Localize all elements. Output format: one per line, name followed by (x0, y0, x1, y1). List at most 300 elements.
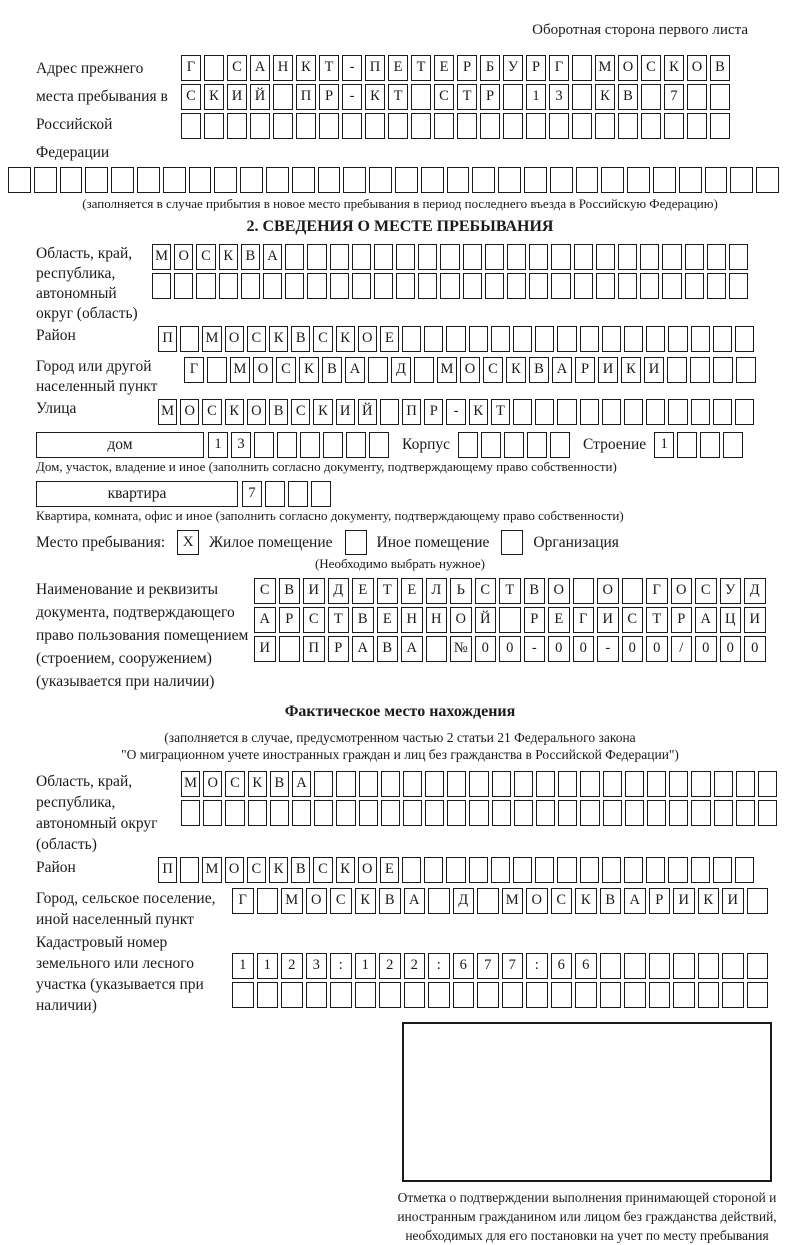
form-cell[interactable] (624, 399, 643, 425)
form-cell[interactable] (625, 771, 644, 797)
form-cell[interactable]: Р (328, 636, 350, 662)
form-cell[interactable] (411, 84, 431, 110)
form-cell[interactable]: С (330, 888, 352, 914)
form-cell[interactable] (580, 771, 599, 797)
form-cell[interactable]: К (296, 55, 316, 81)
form-cell[interactable]: Е (352, 578, 374, 604)
form-cell[interactable]: 2 (404, 953, 426, 979)
form-cell[interactable] (447, 771, 466, 797)
form-cell[interactable] (722, 953, 744, 979)
form-cell[interactable] (601, 167, 624, 193)
form-cell[interactable]: О (174, 244, 193, 270)
form-cell[interactable]: Р (319, 84, 339, 110)
form-cell[interactable] (713, 399, 732, 425)
form-cell[interactable] (281, 982, 303, 1008)
form-cell[interactable] (254, 432, 274, 458)
form-cell[interactable] (492, 800, 511, 826)
form-cell[interactable] (352, 244, 371, 270)
form-cell[interactable] (558, 771, 577, 797)
form-cell[interactable]: 0 (622, 636, 644, 662)
form-cell[interactable] (189, 167, 212, 193)
form-cell[interactable] (374, 244, 393, 270)
form-cell[interactable]: Р (649, 888, 671, 914)
form-cell[interactable] (698, 982, 720, 1008)
form-cell[interactable] (330, 273, 349, 299)
form-cell[interactable] (424, 326, 443, 352)
form-cell[interactable]: Е (388, 55, 408, 81)
form-cell[interactable] (624, 857, 643, 883)
form-cell[interactable]: М (595, 55, 615, 81)
form-cell[interactable] (485, 273, 504, 299)
form-cell[interactable] (323, 432, 343, 458)
form-cell[interactable] (425, 771, 444, 797)
form-cell[interactable]: А (624, 888, 646, 914)
form-cell[interactable]: Р (524, 607, 546, 633)
form-cell[interactable] (572, 113, 592, 139)
form-cell[interactable] (402, 857, 421, 883)
form-cell[interactable] (691, 857, 710, 883)
form-cell[interactable]: 3 (306, 953, 328, 979)
form-cell[interactable] (640, 244, 659, 270)
form-cell[interactable] (700, 432, 720, 458)
form-cell[interactable]: Т (328, 607, 350, 633)
form-cell[interactable] (181, 113, 201, 139)
form-cell[interactable]: В (291, 326, 310, 352)
form-cell[interactable] (374, 273, 393, 299)
form-cell[interactable] (507, 244, 526, 270)
form-cell[interactable] (640, 273, 659, 299)
form-cell[interactable] (600, 953, 622, 979)
form-cell[interactable] (365, 113, 385, 139)
form-cell[interactable] (434, 113, 454, 139)
form-cell[interactable]: Г (549, 55, 569, 81)
form-cell[interactable] (273, 113, 293, 139)
form-cell[interactable]: Л (426, 578, 448, 604)
form-cell[interactable]: № (450, 636, 472, 662)
form-cell[interactable] (248, 800, 267, 826)
form-cell[interactable]: С (622, 607, 644, 633)
form-cell[interactable]: К (365, 84, 385, 110)
form-cell[interactable] (137, 167, 160, 193)
form-cell[interactable] (551, 982, 573, 1008)
form-cell[interactable] (618, 273, 637, 299)
form-cell[interactable] (679, 167, 702, 193)
form-cell[interactable] (499, 607, 521, 633)
form-cell[interactable] (595, 113, 615, 139)
form-cell[interactable]: О (180, 399, 199, 425)
form-cell[interactable]: С (247, 857, 266, 883)
form-cell[interactable]: Р (279, 607, 301, 633)
form-cell[interactable] (557, 857, 576, 883)
form-cell[interactable]: И (227, 84, 247, 110)
form-cell[interactable]: К (299, 357, 319, 383)
form-cell[interactable]: Е (434, 55, 454, 81)
form-cell[interactable]: Ц (720, 607, 742, 633)
form-cell[interactable]: - (597, 636, 619, 662)
form-cell[interactable] (396, 273, 415, 299)
form-cell[interactable] (469, 326, 488, 352)
form-cell[interactable]: П (296, 84, 316, 110)
form-cell[interactable]: Й (250, 84, 270, 110)
form-cell[interactable] (580, 800, 599, 826)
form-cell[interactable] (469, 771, 488, 797)
form-cell[interactable] (707, 273, 726, 299)
form-cell[interactable] (330, 244, 349, 270)
form-cell[interactable]: И (303, 578, 325, 604)
form-cell[interactable] (85, 167, 108, 193)
form-cell[interactable] (369, 167, 392, 193)
form-cell[interactable]: М (202, 326, 221, 352)
form-cell[interactable] (687, 84, 707, 110)
form-cell[interactable] (396, 244, 415, 270)
form-cell[interactable] (174, 273, 193, 299)
form-cell[interactable] (618, 113, 638, 139)
form-cell[interactable]: 0 (646, 636, 668, 662)
form-cell[interactable] (463, 244, 482, 270)
form-cell[interactable] (458, 432, 478, 458)
form-cell[interactable] (524, 167, 547, 193)
form-cell[interactable]: А (250, 55, 270, 81)
form-cell[interactable] (414, 357, 434, 383)
form-cell[interactable]: А (552, 357, 572, 383)
form-cell[interactable] (314, 771, 333, 797)
form-cell[interactable] (203, 800, 222, 826)
form-cell[interactable] (596, 244, 615, 270)
form-cell[interactable] (491, 326, 510, 352)
form-cell[interactable]: К (336, 326, 355, 352)
form-cell[interactable]: В (279, 578, 301, 604)
form-cell[interactable]: Н (273, 55, 293, 81)
form-cell[interactable] (369, 432, 389, 458)
form-cell[interactable] (736, 357, 756, 383)
form-cell[interactable] (343, 167, 366, 193)
form-cell[interactable]: В (710, 55, 730, 81)
form-cell[interactable] (618, 244, 637, 270)
form-cell[interactable] (447, 800, 466, 826)
form-cell[interactable] (698, 953, 720, 979)
form-cell[interactable] (181, 800, 200, 826)
form-cell[interactable] (624, 982, 646, 1008)
form-cell[interactable]: А (292, 771, 311, 797)
form-cell[interactable]: В (352, 607, 374, 633)
form-cell[interactable] (736, 800, 755, 826)
form-cell[interactable] (758, 800, 777, 826)
form-cell[interactable]: И (744, 607, 766, 633)
form-cell[interactable] (691, 326, 710, 352)
form-cell[interactable]: 1 (654, 432, 674, 458)
form-cell[interactable] (469, 800, 488, 826)
form-cell[interactable] (440, 273, 459, 299)
form-cell[interactable] (318, 167, 341, 193)
form-cell[interactable] (502, 982, 524, 1008)
form-cell[interactable] (600, 982, 622, 1008)
form-cell[interactable]: В (270, 771, 289, 797)
form-cell[interactable]: 0 (548, 636, 570, 662)
form-cell[interactable] (572, 55, 592, 81)
form-cell[interactable] (668, 399, 687, 425)
form-cell[interactable]: Н (401, 607, 423, 633)
form-cell[interactable] (729, 273, 748, 299)
checkbox-residential[interactable]: X (177, 530, 199, 555)
form-cell[interactable] (270, 800, 289, 826)
form-cell[interactable]: В (379, 888, 401, 914)
form-cell[interactable] (273, 84, 293, 110)
form-cell[interactable]: Е (380, 857, 399, 883)
form-cell[interactable]: 1 (355, 953, 377, 979)
form-cell[interactable]: - (446, 399, 465, 425)
form-cell[interactable] (707, 244, 726, 270)
form-cell[interactable] (646, 857, 665, 883)
form-cell[interactable]: М (230, 357, 250, 383)
form-cell[interactable] (498, 167, 521, 193)
form-cell[interactable] (225, 800, 244, 826)
form-cell[interactable]: А (401, 636, 423, 662)
form-cell[interactable] (653, 167, 676, 193)
form-cell[interactable] (8, 167, 31, 193)
form-cell[interactable] (352, 273, 371, 299)
form-cell[interactable] (424, 857, 443, 883)
form-cell[interactable] (729, 244, 748, 270)
form-cell[interactable]: С (247, 326, 266, 352)
form-cell[interactable]: Т (377, 578, 399, 604)
form-cell[interactable] (558, 800, 577, 826)
form-cell[interactable] (285, 273, 304, 299)
form-cell[interactable]: В (269, 399, 288, 425)
form-cell[interactable]: О (618, 55, 638, 81)
form-cell[interactable]: О (306, 888, 328, 914)
form-cell[interactable] (550, 167, 573, 193)
form-cell[interactable] (580, 326, 599, 352)
form-cell[interactable] (714, 800, 733, 826)
form-cell[interactable] (662, 244, 681, 270)
form-cell[interactable]: Т (646, 607, 668, 633)
form-cell[interactable] (514, 800, 533, 826)
form-cell[interactable] (266, 167, 289, 193)
form-cell[interactable]: С (254, 578, 276, 604)
form-cell[interactable] (314, 800, 333, 826)
form-cell[interactable] (747, 888, 769, 914)
form-cell[interactable]: И (254, 636, 276, 662)
form-cell[interactable] (646, 399, 665, 425)
form-cell[interactable] (573, 578, 595, 604)
form-cell[interactable]: А (695, 607, 717, 633)
form-cell[interactable] (735, 326, 754, 352)
form-cell[interactable]: А (263, 244, 282, 270)
form-cell[interactable]: 0 (744, 636, 766, 662)
form-cell[interactable]: 7 (502, 953, 524, 979)
form-cell[interactable] (641, 113, 661, 139)
form-cell[interactable]: Е (548, 607, 570, 633)
form-cell[interactable]: С (641, 55, 661, 81)
form-cell[interactable] (204, 55, 224, 81)
form-cell[interactable] (602, 399, 621, 425)
form-cell[interactable] (574, 273, 593, 299)
form-cell[interactable]: А (345, 357, 365, 383)
form-cell[interactable]: К (219, 244, 238, 270)
form-cell[interactable] (265, 481, 285, 507)
form-cell[interactable] (381, 771, 400, 797)
form-cell[interactable]: С (225, 771, 244, 797)
form-cell[interactable] (207, 357, 227, 383)
form-cell[interactable]: 1 (208, 432, 228, 458)
form-cell[interactable]: В (618, 84, 638, 110)
form-cell[interactable]: Г (184, 357, 204, 383)
form-cell[interactable]: Г (232, 888, 254, 914)
form-cell[interactable] (296, 113, 316, 139)
form-cell[interactable]: О (671, 578, 693, 604)
form-cell[interactable] (722, 982, 744, 1008)
form-cell[interactable] (440, 244, 459, 270)
form-cell[interactable] (575, 982, 597, 1008)
form-cell[interactable] (180, 326, 199, 352)
form-cell[interactable] (602, 326, 621, 352)
form-cell[interactable]: К (355, 888, 377, 914)
form-cell[interactable] (504, 432, 524, 458)
form-cell[interactable] (418, 273, 437, 299)
form-cell[interactable] (388, 113, 408, 139)
form-cell[interactable] (673, 953, 695, 979)
form-cell[interactable]: А (404, 888, 426, 914)
form-cell[interactable] (647, 771, 666, 797)
form-cell[interactable]: У (720, 578, 742, 604)
form-cell[interactable]: Д (328, 578, 350, 604)
form-cell[interactable]: О (247, 399, 266, 425)
form-cell[interactable]: О (450, 607, 472, 633)
form-cell[interactable]: Ь (450, 578, 472, 604)
form-cell[interactable]: Г (181, 55, 201, 81)
form-cell[interactable]: Р (457, 55, 477, 81)
form-cell[interactable] (336, 800, 355, 826)
form-cell[interactable]: В (377, 636, 399, 662)
form-cell[interactable]: У (503, 55, 523, 81)
form-cell[interactable] (550, 432, 570, 458)
form-cell[interactable]: : (428, 953, 450, 979)
form-cell[interactable] (572, 84, 592, 110)
form-cell[interactable]: К (506, 357, 526, 383)
form-cell[interactable]: А (254, 607, 276, 633)
form-cell[interactable] (624, 326, 643, 352)
form-cell[interactable] (232, 982, 254, 1008)
form-cell[interactable] (447, 167, 470, 193)
form-cell[interactable]: С (313, 326, 332, 352)
form-cell[interactable]: О (526, 888, 548, 914)
form-cell[interactable] (346, 432, 366, 458)
form-cell[interactable] (257, 888, 279, 914)
form-cell[interactable] (263, 273, 282, 299)
form-cell[interactable] (622, 578, 644, 604)
form-cell[interactable]: О (548, 578, 570, 604)
form-cell[interactable]: - (524, 636, 546, 662)
form-cell[interactable] (602, 857, 621, 883)
form-cell[interactable] (152, 273, 171, 299)
checkbox-organization[interactable] (501, 530, 523, 555)
form-cell[interactable]: / (671, 636, 693, 662)
form-cell[interactable] (257, 982, 279, 1008)
form-cell[interactable] (428, 982, 450, 1008)
form-cell[interactable] (747, 953, 769, 979)
form-cell[interactable]: П (365, 55, 385, 81)
form-cell[interactable]: О (460, 357, 480, 383)
form-cell[interactable]: К (269, 857, 288, 883)
form-cell[interactable]: В (241, 244, 260, 270)
form-cell[interactable] (529, 244, 548, 270)
form-cell[interactable]: К (621, 357, 641, 383)
form-cell[interactable] (241, 273, 260, 299)
form-cell[interactable] (669, 771, 688, 797)
form-cell[interactable]: 2 (281, 953, 303, 979)
form-cell[interactable]: К (575, 888, 597, 914)
form-cell[interactable]: 3 (549, 84, 569, 110)
form-cell[interactable] (641, 84, 661, 110)
form-cell[interactable] (368, 357, 388, 383)
form-cell[interactable]: 3 (231, 432, 251, 458)
form-cell[interactable]: В (322, 357, 342, 383)
form-cell[interactable]: 1 (232, 953, 254, 979)
form-cell[interactable] (250, 113, 270, 139)
form-cell[interactable]: С (475, 578, 497, 604)
form-cell[interactable]: О (225, 326, 244, 352)
form-cell[interactable] (735, 399, 754, 425)
form-cell[interactable] (219, 273, 238, 299)
form-cell[interactable] (359, 800, 378, 826)
form-cell[interactable]: Е (401, 578, 423, 604)
form-cell[interactable]: 7 (242, 481, 262, 507)
form-cell[interactable] (421, 167, 444, 193)
form-cell[interactable]: С (276, 357, 296, 383)
form-cell[interactable]: М (202, 857, 221, 883)
form-cell[interactable]: С (483, 357, 503, 383)
form-cell[interactable]: К (698, 888, 720, 914)
form-cell[interactable]: М (181, 771, 200, 797)
form-cell[interactable] (492, 771, 511, 797)
form-cell[interactable] (713, 857, 732, 883)
form-cell[interactable]: Й (358, 399, 377, 425)
form-cell[interactable]: 6 (453, 953, 475, 979)
form-cell[interactable] (690, 357, 710, 383)
form-cell[interactable]: Р (671, 607, 693, 633)
form-cell[interactable]: О (358, 326, 377, 352)
form-cell[interactable] (603, 800, 622, 826)
form-cell[interactable] (477, 982, 499, 1008)
form-cell[interactable]: Д (744, 578, 766, 604)
form-cell[interactable] (446, 857, 465, 883)
form-cell[interactable]: И (722, 888, 744, 914)
form-cell[interactable] (747, 982, 769, 1008)
form-cell[interactable] (649, 982, 671, 1008)
form-cell[interactable]: 7 (664, 84, 684, 110)
form-cell[interactable]: Т (319, 55, 339, 81)
form-cell[interactable]: Е (377, 607, 399, 633)
form-cell[interactable]: П (158, 857, 177, 883)
form-cell[interactable] (535, 326, 554, 352)
form-cell[interactable] (472, 167, 495, 193)
form-cell[interactable] (513, 399, 532, 425)
form-cell[interactable] (557, 399, 576, 425)
form-cell[interactable] (691, 399, 710, 425)
form-cell[interactable]: К (248, 771, 267, 797)
form-cell[interactable] (664, 113, 684, 139)
form-cell[interactable] (536, 771, 555, 797)
form-cell[interactable]: Г (646, 578, 668, 604)
form-cell[interactable] (576, 167, 599, 193)
form-cell[interactable]: Н (426, 607, 448, 633)
form-cell[interactable] (403, 771, 422, 797)
form-cell[interactable] (625, 800, 644, 826)
form-cell[interactable]: Т (499, 578, 521, 604)
form-cell[interactable] (402, 326, 421, 352)
form-cell[interactable] (425, 800, 444, 826)
form-cell[interactable]: Т (457, 84, 477, 110)
